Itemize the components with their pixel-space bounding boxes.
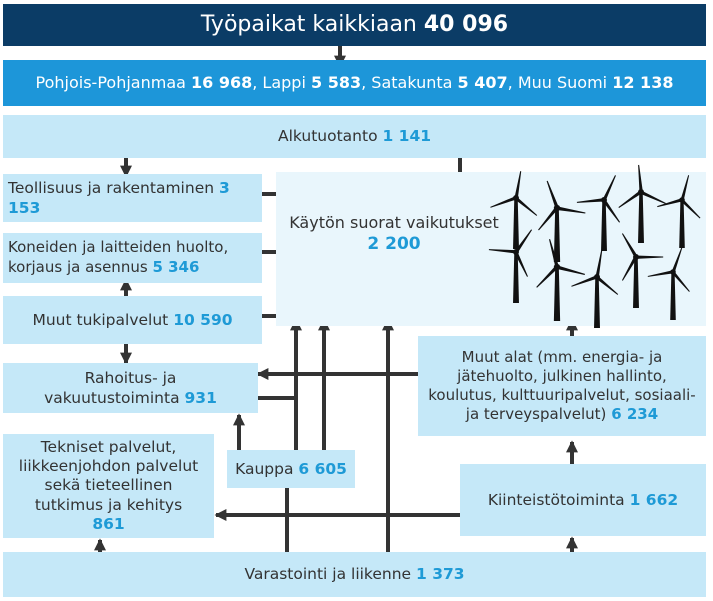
box-label: Teollisuus ja rakentaminen (8, 178, 215, 197)
total-label: Työpaikat kaikkiaan (200, 12, 417, 38)
wind-turbine-icon (489, 229, 533, 303)
box-value: 3 153 (8, 178, 230, 217)
regions-banner: Pohjois-Pohjanmaa 16 968 , Lappi 5 583 , Satakunta 5 407 , Muu Suomi 12 138 (3, 60, 706, 106)
box-label: Muut tukipalvelut (32, 310, 169, 329)
box-label: Käytön suorat vaikutukset (289, 213, 499, 232)
total-value: 40 096 (423, 12, 509, 38)
wind-turbine-icon (621, 233, 663, 308)
box-value: 1 141 (382, 127, 432, 146)
wind-turbine-icon (490, 171, 538, 249)
box-label: Alkutuotanto (277, 127, 378, 146)
box-label: tutkimus ja kehitys (34, 495, 183, 514)
wind-turbine-icon (535, 239, 585, 321)
box-label: ja terveyspalvelut) (465, 405, 607, 424)
box-label: sekä tieteellinen (44, 476, 173, 495)
box-value: 6 605 (298, 459, 347, 478)
box-label: Kiinteistötoiminta (487, 490, 625, 509)
box-value: 5 346 (152, 258, 200, 276)
wind-turbine-icon (618, 165, 667, 243)
box-label: Rahoitus- ja (84, 368, 177, 387)
box-label: Varastointi ja liikenne (244, 565, 412, 584)
wind-turbine-icon (571, 250, 619, 328)
wind-turbine-icon (537, 180, 586, 262)
wind-turbine-icon (657, 175, 701, 248)
box-label: jätehuolto, julkinen hallinto, (457, 366, 667, 385)
region-name: Muu Suomi (517, 73, 608, 93)
box-label: korjaus ja asennus (8, 258, 148, 276)
box-value: 6 234 (611, 405, 659, 424)
box-label: koulutus, kulttuuripalvelut, sosiaali- (428, 386, 696, 404)
box-value: 861 (92, 515, 125, 534)
wind-turbine-icon (647, 247, 690, 320)
box-value: 1 662 (629, 490, 679, 509)
region-value: 5 583 (311, 73, 362, 93)
box-value: 931 (184, 389, 217, 407)
box-value: 2 200 (367, 234, 421, 255)
region-name: Pohjois-Pohjanmaa (35, 73, 186, 93)
region-name: Satakunta (371, 73, 453, 93)
box-value: 10 590 (173, 310, 233, 329)
box-label: Tekniset palvelut, (40, 437, 177, 456)
region-value: 5 407 (457, 73, 508, 93)
region-value: 16 968 (191, 73, 253, 93)
box-label: liikkeenjohdon palvelut (18, 456, 199, 475)
region-name: Lappi (262, 73, 306, 93)
region-value: 12 138 (612, 73, 674, 93)
box-label: Kauppa (235, 459, 294, 478)
box-label: vakuutustoiminta (44, 389, 180, 407)
box-label: Muut alat (mm. energia- ja (461, 347, 663, 366)
box-label: Koneiden ja laitteiden huolto, (8, 238, 229, 257)
box-value: 1 373 (416, 565, 465, 584)
